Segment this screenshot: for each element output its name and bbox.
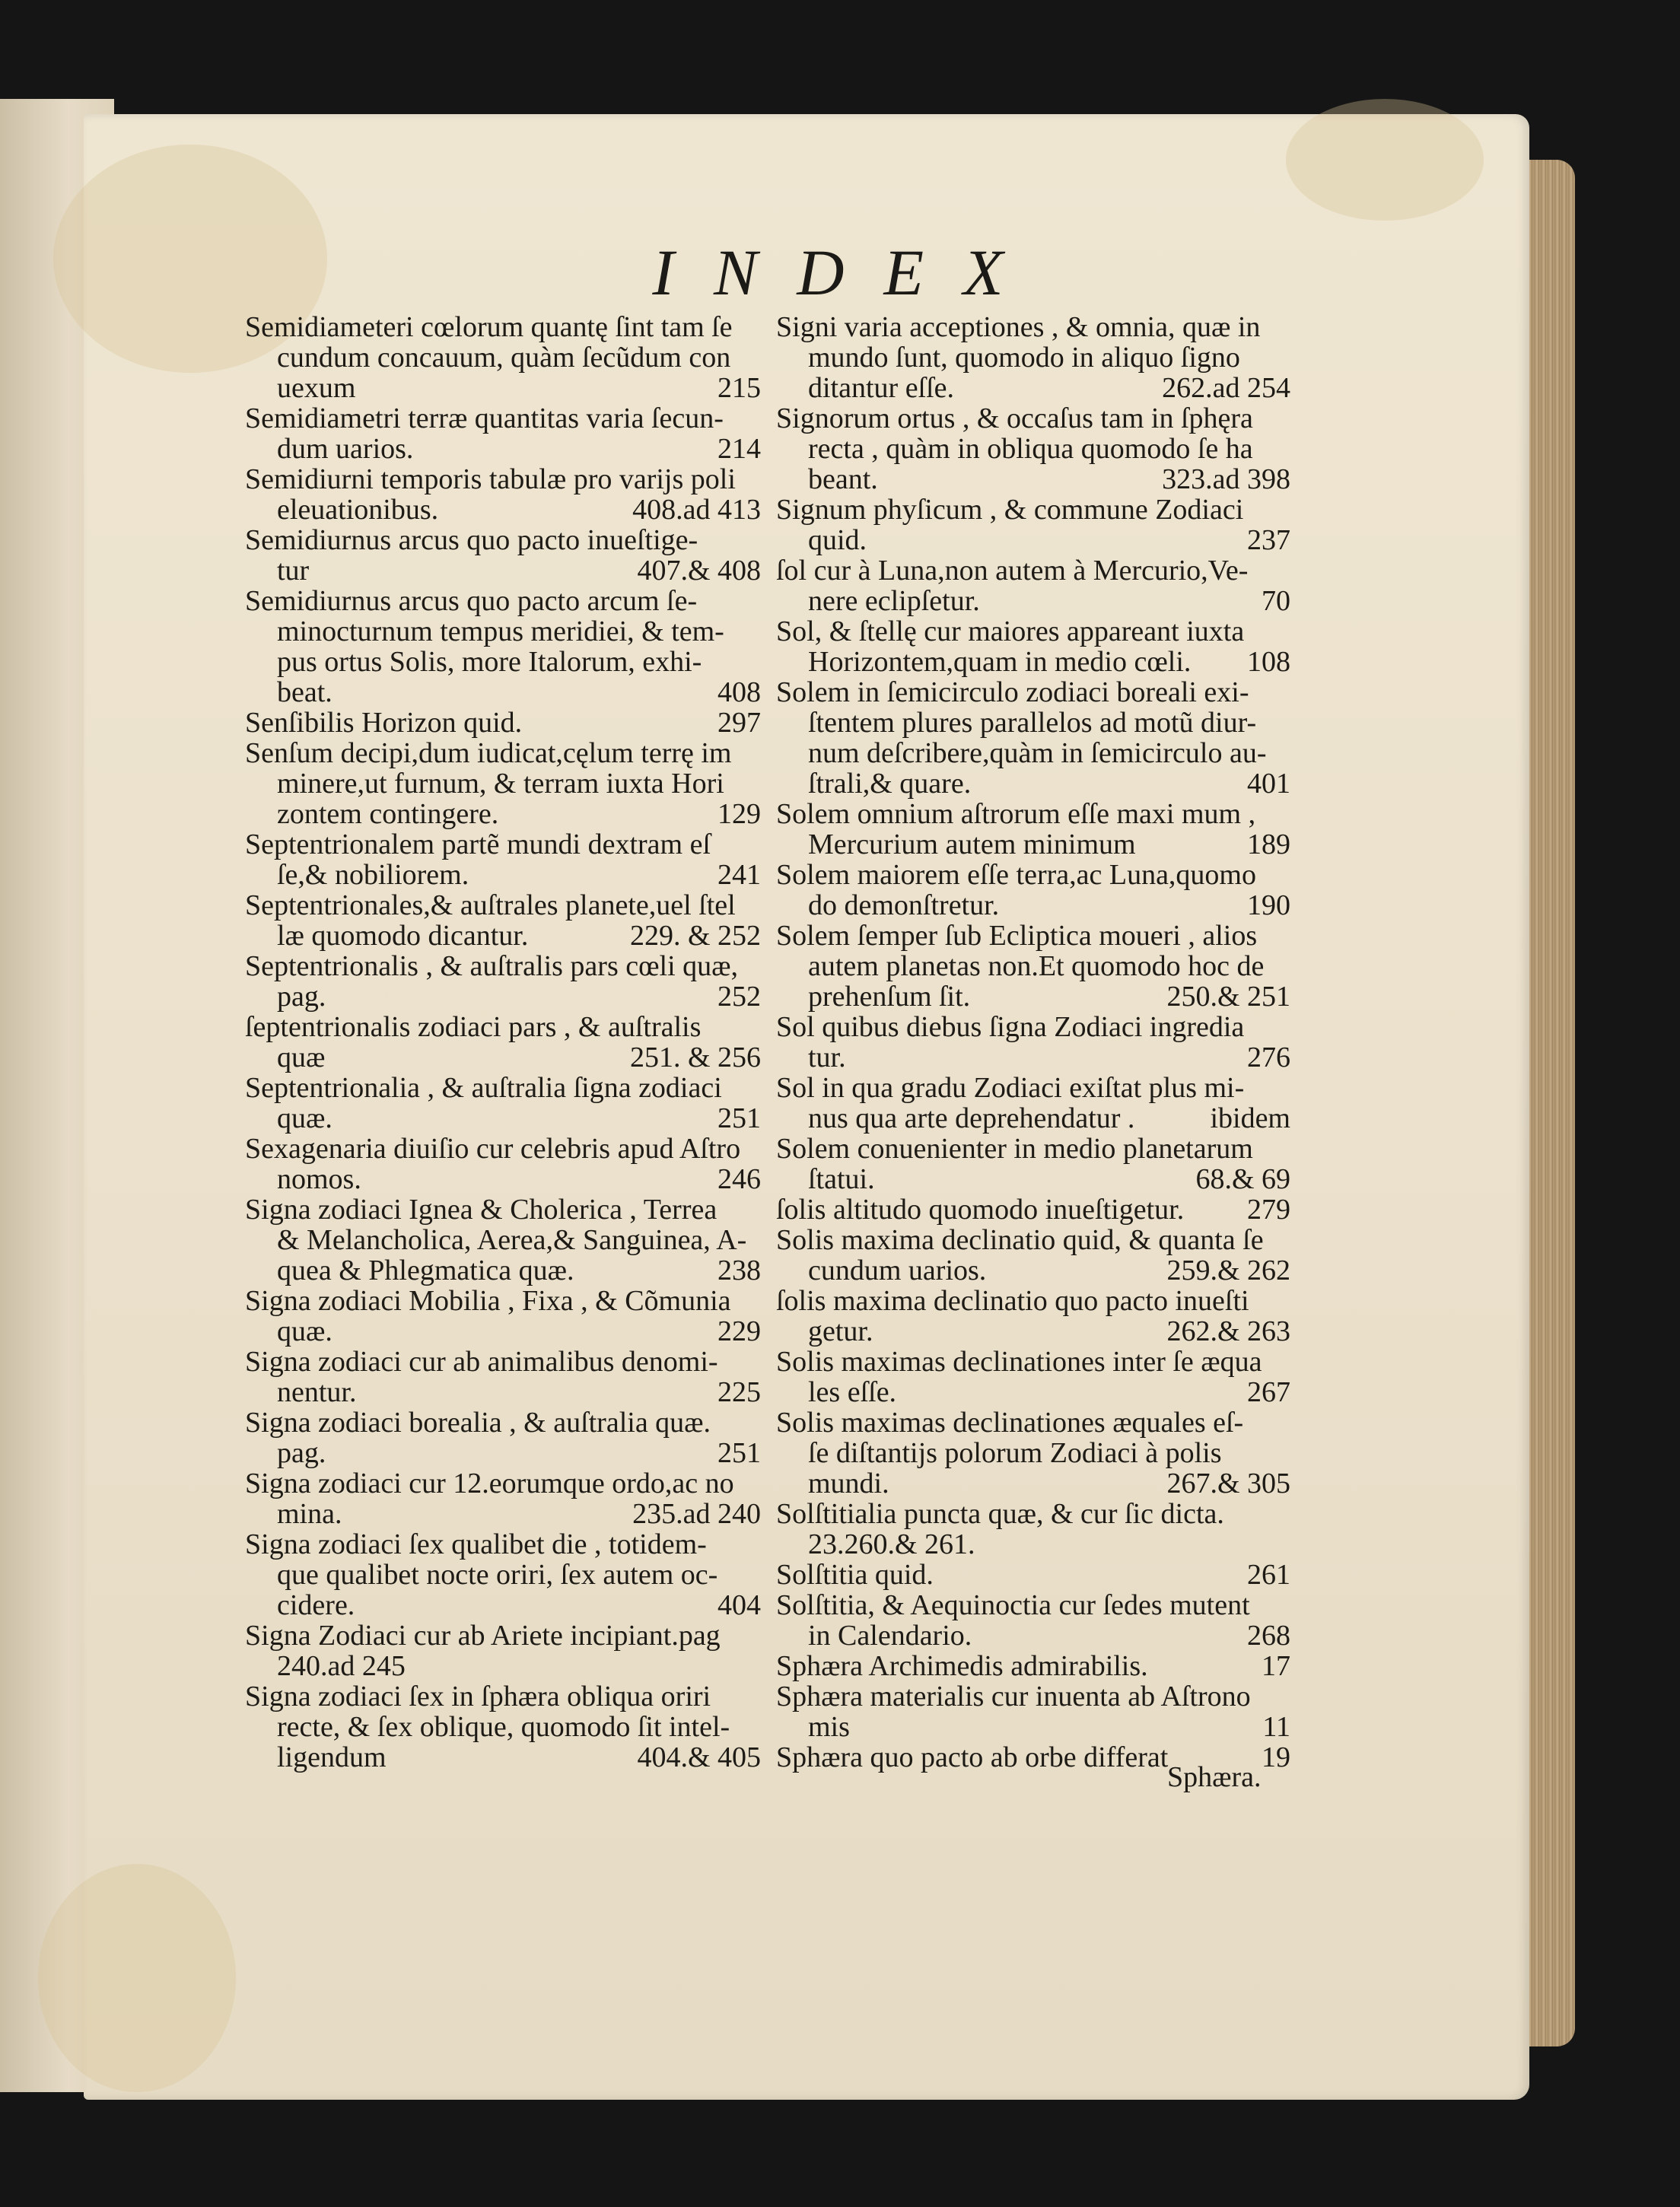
entry-line: Signa zodiaci Ignea & Cholerica , Terrea [245, 1194, 718, 1225]
entry-text: prehenſum ſit. [808, 981, 971, 1012]
entry-text: getur. [808, 1316, 873, 1347]
entry-last-line [776, 890, 1290, 921]
page-reference: 262.& 263 [1166, 1316, 1290, 1347]
entry-line: Signa zodiaci Mobilia , Fixa , & Cõmunia [245, 1286, 731, 1316]
page-reference: 267 [1247, 1377, 1290, 1407]
page-reference: 279 [1247, 1194, 1290, 1225]
page-reference: 251 [718, 1103, 761, 1134]
entry-line: Septentrionalis , & auſtralis pars cœli quæ, [245, 951, 739, 981]
entry-text: Solſtitia quid. [776, 1560, 934, 1590]
entry-last-line [776, 1620, 1290, 1651]
entry-text: quæ [277, 1042, 326, 1073]
entry-text: ſolis altitudo quomodo inueſtigetur. [776, 1194, 1185, 1225]
entry-last-line [245, 799, 761, 829]
index-entry [776, 677, 1290, 799]
index-entry [776, 1681, 1290, 1742]
entry-line: & Melancholica, Aerea,& Sanguinea, A- [277, 1225, 747, 1255]
entry-line: num deſcribere,quàm in ſemicirculo au- [808, 738, 1267, 768]
entry-last-line [245, 495, 761, 525]
entry-last-line [245, 1255, 761, 1286]
page-reference: 408 [718, 677, 761, 708]
page-reference: 276 [1247, 1042, 1290, 1073]
index-entry [776, 312, 1290, 403]
entry-text: Sphæra quo pacto ab orbe differat [776, 1742, 1169, 1773]
entry-line: Signorum ortus , & occaſus tam in ſphęra [776, 403, 1253, 434]
page-reference: 262.ad 254 [1162, 373, 1290, 403]
index-entry [776, 1407, 1290, 1499]
index-entry [776, 860, 1290, 921]
entry-last-line [245, 921, 761, 951]
entry-last-line [776, 1042, 1290, 1073]
index-entry [245, 1681, 761, 1773]
entry-last-line [245, 860, 761, 890]
entry-text: cidere. [277, 1590, 355, 1620]
index-entry [245, 1073, 761, 1134]
index-entry [245, 1347, 761, 1407]
index-entry [776, 1225, 1290, 1286]
entry-text: in Calendario. [808, 1620, 972, 1651]
entry-line: Signa zodiaci ſex qualibet die , totidem- [245, 1529, 707, 1560]
index-entry [245, 403, 761, 464]
entry-last-line [776, 981, 1290, 1012]
entry-line: recta , quàm in obliqua quomodo ſe ha [808, 434, 1253, 464]
entry-line: Signi varia acceptiones , & omnia, quæ in [776, 312, 1261, 342]
index-entry [245, 890, 761, 951]
entry-last-line [776, 1194, 1290, 1225]
entry-line: Solem in ſemicirculo zodiaci boreali exi- [776, 677, 1249, 708]
page-reference: 229 [718, 1316, 761, 1347]
page-reference: 323.ad 398 [1162, 464, 1290, 495]
page-reference: 251. & 256 [629, 1042, 761, 1073]
entry-text: Mercurium autem minimum [808, 829, 1136, 860]
entry-last-line [245, 1590, 761, 1620]
entry-line: Sol in qua gradu Zodiaci exiſtat plus mi- [776, 1073, 1245, 1103]
page-reference: 407.& 408 [637, 555, 761, 586]
entry-line: minocturnum tempus meridiei, & tem- [277, 616, 724, 647]
index-entry [776, 1286, 1290, 1347]
index-entry [776, 1560, 1290, 1590]
entry-last-line [776, 464, 1290, 495]
entry-line: Septentrionales,& auſtrales planete,uel ſtel [245, 890, 736, 921]
entry-line: que qualibet nocte oriri, ſex autem oc- [277, 1560, 718, 1590]
page-reference: 225 [718, 1377, 761, 1407]
index-entry [776, 1073, 1290, 1134]
entry-text: zontem contingere. [277, 799, 499, 829]
index-entry [245, 1468, 761, 1529]
page-reference: 215 [718, 373, 761, 403]
index-entry [245, 1407, 761, 1468]
index-entry [776, 921, 1290, 1012]
catchword: Sphæra. [1167, 1761, 1262, 1793]
entry-line: Septentrionalem partẽ mundi dextram eſ [245, 829, 711, 860]
index-entry [776, 1651, 1290, 1681]
entry-text: tur. [808, 1042, 846, 1073]
entry-last-line [776, 1255, 1290, 1286]
entry-last-line [245, 1164, 761, 1194]
entry-text: nomos. [277, 1164, 361, 1194]
entry-line: Senſum decipi,dum iudicat,cęlum terrę im [245, 738, 732, 768]
entry-text: beat. [277, 677, 332, 708]
index-entry [245, 1286, 761, 1347]
entry-last-line [245, 1316, 761, 1347]
entry-line: Sol quibus diebus ſigna Zodiaci ingredia [776, 1012, 1245, 1042]
entry-text: 23.260.& 261. [808, 1529, 975, 1560]
entry-text: Sphæra Archimedis admirabilis. [776, 1651, 1148, 1681]
entry-line: ſeptentrionalis zodiaci pars , & auſtralis [245, 1012, 702, 1042]
entry-text: quæ. [277, 1316, 332, 1347]
index-column-right [776, 312, 1290, 1773]
entry-last-line [776, 1468, 1290, 1499]
entry-last-line [776, 829, 1290, 860]
entry-text: mundi. [808, 1468, 889, 1499]
page-reference: 238 [718, 1255, 761, 1286]
index-entry [245, 738, 761, 829]
entry-line: ſe diſtantijs polorum Zodiaci à polis [808, 1438, 1222, 1468]
page-reference: 11 [1262, 1712, 1290, 1742]
entry-text: 240.ad 245 [277, 1651, 406, 1681]
entry-last-line [245, 677, 761, 708]
index-entry [245, 586, 761, 708]
index-entry [776, 1194, 1290, 1225]
entry-text: nus qua arte deprehendatur . [808, 1103, 1135, 1134]
index-entry [776, 1499, 1290, 1560]
index-column-left [245, 312, 761, 1773]
entry-line: Sol, & ſtellę cur maiores appareant iuxta [776, 616, 1245, 647]
entry-text: beant. [808, 464, 878, 495]
entry-line: Solem ſemper ſub Ecliptica moueri , alios [776, 921, 1258, 951]
page-reference: 250.& 251 [1166, 981, 1290, 1012]
index-entry [245, 464, 761, 525]
entry-last-line [776, 1712, 1290, 1742]
index-entry [776, 495, 1290, 555]
page-reference: 68.& 69 [1195, 1164, 1290, 1194]
page-reference: 259.& 262 [1166, 1255, 1290, 1286]
entry-text: quea & Phlegmatica quæ. [277, 1255, 574, 1286]
entry-last-line [245, 1651, 761, 1681]
entry-last-line [776, 1651, 1290, 1681]
entry-text: ditantur eſſe. [808, 373, 955, 403]
entry-text: læ quomodo dicantur. [277, 921, 529, 951]
entry-last-line [776, 586, 1290, 616]
entry-text: uexum [277, 373, 356, 403]
entry-line: Signa Zodiaci cur ab Ariete incipiant.pag [245, 1620, 721, 1651]
entry-text: mis [808, 1712, 850, 1742]
entry-last-line [776, 1529, 1290, 1560]
page-title: INDEX [652, 236, 1043, 309]
entry-line: Solis maximas declinationes inter ſe æqua [776, 1347, 1262, 1377]
entry-line: Sphæra materialis cur inuenta ab Aſtrono [776, 1681, 1251, 1712]
entry-line: autem planetas non.Et quomodo hoc de [808, 951, 1265, 981]
entry-last-line [776, 1377, 1290, 1407]
entry-text: tur [277, 555, 310, 586]
entry-last-line [245, 1499, 761, 1529]
entry-last-line [245, 555, 761, 586]
entry-line: Solem maiorem eſſe terra,ac Luna,quomo [776, 860, 1256, 890]
entry-last-line [245, 981, 761, 1012]
entry-line: Septentrionalia , & auſtralia ſigna zodiaci [245, 1073, 722, 1103]
entry-text: les eſſe. [808, 1377, 897, 1407]
entry-text: nentur. [277, 1377, 357, 1407]
entry-line: Signa zodiaci cur 12.eorumque ordo,ac no [245, 1468, 734, 1499]
page-reference: 404 [718, 1590, 761, 1620]
entry-last-line [776, 525, 1290, 555]
page-reference: 129 [718, 799, 761, 829]
entry-text: do demonſtretur. [808, 890, 1000, 921]
entry-last-line [776, 1103, 1290, 1134]
page-reference: 108 [1247, 647, 1290, 677]
entry-line: Solſtitialia puncta quæ, & cur ſic dicta. [776, 1499, 1224, 1529]
entry-last-line [245, 1377, 761, 1407]
index-entry [776, 1012, 1290, 1073]
index-entry [776, 403, 1290, 495]
entry-text: pag. [277, 981, 326, 1012]
entry-last-line [245, 373, 761, 403]
entry-text: ſe,& nobiliorem. [277, 860, 469, 890]
entry-line: mundo ſunt, quomodo in aliquo ſigno [808, 342, 1240, 373]
entry-line: Signa zodiaci borealia , & auſtralia quæ. [245, 1407, 711, 1438]
entry-line: Signa zodiaci ſex in ſphæra obliqua oriri [245, 1681, 711, 1712]
entry-text: eleuationibus. [277, 495, 439, 525]
page-reference: 261 [1247, 1560, 1290, 1590]
entry-line: Solſtitia, & Aequinoctia cur ſedes mutent [776, 1590, 1250, 1620]
entry-text: mina. [277, 1499, 342, 1529]
entry-line: ſolis maxima declinatio quo pacto inueſti [776, 1286, 1249, 1316]
page-reference: 19 [1262, 1742, 1290, 1773]
index-entry [776, 616, 1290, 677]
entry-text: ſtrali,& quare. [808, 768, 972, 799]
entry-line: Sexagenaria diuiſio cur celebris apud Aſtro [245, 1134, 741, 1164]
entry-line: ſtentem plures parallelos ad motũ diur- [808, 708, 1257, 738]
page-reference: 297 [718, 708, 761, 738]
index-entry [776, 799, 1290, 860]
page-reference: 408.ad 413 [632, 495, 761, 525]
page-reference: 404.& 405 [637, 1742, 761, 1773]
entry-line: pus ortus Solis, more Italorum, exhi- [277, 647, 702, 677]
entry-last-line [245, 1042, 761, 1073]
index-entry [245, 708, 761, 738]
index-entry [245, 1620, 761, 1681]
entry-text: nere eclipſetur. [808, 586, 980, 616]
entry-line: Solem omnium aſtrorum eſſe maxi mum , [776, 799, 1256, 829]
entry-line: ſol cur à Luna,non autem à Mercurio,Ve- [776, 555, 1249, 586]
index-entry [245, 1194, 761, 1286]
entry-line: minere,ut furnum, & terram iuxta Hori [277, 768, 724, 799]
entry-last-line [776, 768, 1290, 799]
entry-text: ſtatui. [808, 1164, 875, 1194]
index-entry [245, 1012, 761, 1073]
index-entry [776, 555, 1290, 616]
index-entry [245, 951, 761, 1012]
entry-text: pag. [277, 1438, 326, 1468]
index-entry [245, 1529, 761, 1620]
page-reference: 268 [1247, 1620, 1290, 1651]
entry-line: recte, & ſex oblique, quomodo ſit intel- [277, 1712, 730, 1742]
page-reference: 189 [1247, 829, 1290, 860]
page-reference: 70 [1262, 586, 1290, 616]
entry-line: Signa zodiaci cur ab animalibus denomi- [245, 1347, 718, 1377]
page-reference: 214 [718, 434, 761, 464]
page-reference: 267.& 305 [1166, 1468, 1290, 1499]
entry-last-line [776, 1164, 1290, 1194]
index-entry [245, 312, 761, 403]
entry-last-line [245, 708, 761, 738]
page-reference [1281, 1529, 1290, 1560]
index-entry [245, 829, 761, 890]
page-reference: 246 [718, 1164, 761, 1194]
page-reference: 17 [1262, 1651, 1290, 1681]
entry-last-line [776, 1560, 1290, 1590]
index-entry [245, 1134, 761, 1194]
entry-line: Solem conuenienter in medio planetarum [776, 1134, 1253, 1164]
entry-last-line [776, 647, 1290, 677]
entry-text: cundum uarios. [808, 1255, 987, 1286]
entry-line: cundum concauum, quàm ſecũdum con [277, 342, 731, 373]
page-reference: ibidem [1210, 1103, 1290, 1134]
page-reference: 229. & 252 [629, 921, 761, 951]
page-reference: 241 [718, 860, 761, 890]
entry-last-line [245, 434, 761, 464]
entry-text: ligendum [277, 1742, 387, 1773]
index-entry [776, 1347, 1290, 1407]
entry-line: Semidiameteri cœlorum quantę ſint tam ſe [245, 312, 733, 342]
entry-text: quæ. [277, 1103, 332, 1134]
entry-last-line [245, 1742, 761, 1773]
entry-last-line [776, 373, 1290, 403]
page-reference: 251 [718, 1438, 761, 1468]
entry-text: Senſibilis Horizon quid. [245, 708, 523, 738]
entry-last-line [776, 1316, 1290, 1347]
index-entry [776, 1134, 1290, 1194]
page-reference: 190 [1247, 890, 1290, 921]
entry-last-line [245, 1103, 761, 1134]
entry-line: Semidiurni temporis tabulæ pro varijs poli [245, 464, 736, 495]
page-reference [752, 1651, 761, 1681]
entry-line: Semidiurnus arcus quo pacto arcum ſe- [245, 586, 698, 616]
entry-line: Semidiurnus arcus quo pacto inueſtige- [245, 525, 698, 555]
entry-line: Signum phyſicum , & commune Zodiaci [776, 495, 1244, 525]
index-entry [776, 1590, 1290, 1651]
entry-text: quid. [808, 525, 867, 555]
page-reference: 401 [1247, 768, 1290, 799]
entry-text: dum uarios. [277, 434, 414, 464]
page-reference: 252 [718, 981, 761, 1012]
entry-text: Horizontem,quam in medio cœli. [808, 647, 1192, 677]
index-entry [245, 525, 761, 586]
page-reference: 237 [1247, 525, 1290, 555]
entry-line: Semidiametri terræ quantitas varia ſecun- [245, 403, 724, 434]
entry-last-line [245, 1438, 761, 1468]
entry-line: Solis maximas declinationes æquales eſ- [776, 1407, 1244, 1438]
page-reference: 235.ad 240 [632, 1499, 761, 1529]
entry-line: Solis maxima declinatio quid, & quanta ſe [776, 1225, 1264, 1255]
